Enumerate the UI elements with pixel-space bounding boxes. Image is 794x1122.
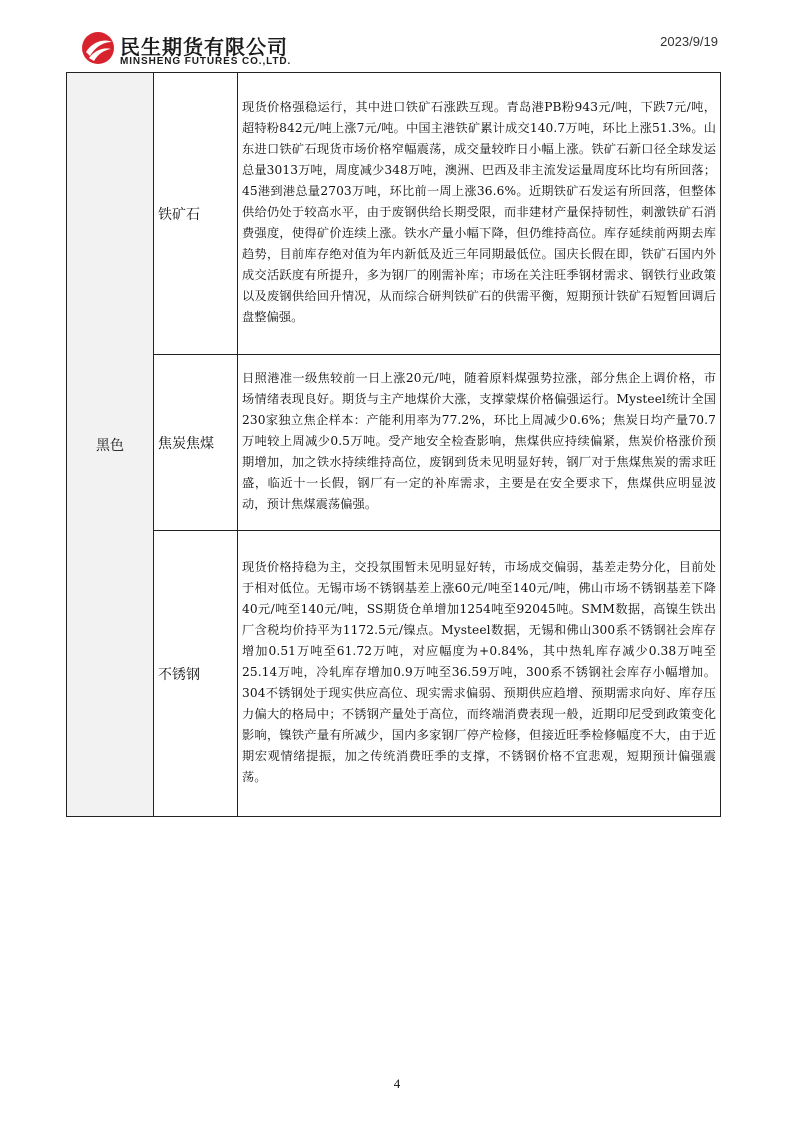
page-number: 4 — [393, 1076, 401, 1091]
logo-english-text: MINSHENG FUTURES CO.,LTD. — [120, 56, 292, 67]
commodity-commentary-coke-coal: 日照港准一级焦较前一日上涨20元/吨，随着原料煤强势拉涨，部分焦企上调价格，市场情绪表现良好。期货与主产地煤价大涨，支撑蒙煤价格偏强运行。Mysteel统计全国230家独立焦企样本：产能利用率为77.2%，环比上周减少0.6%；焦炭日均产量70.7万吨较上周减少0.5万吨。受产地安全检查影响，焦煤供应持续偏紧，焦炭价格涨价预期增加，加之铁水持续维持高位，废钢到货未见明显好转，钢厂对于焦煤焦炭的需求旺盛，临近十一长假，钢厂有一定的补库需求，主要是在安全要求下，焦煤供应明显波动，预计焦煤震荡偏强。 — [238, 355, 721, 531]
page-header — [0, 0, 794, 70]
commodity-table — [66, 72, 721, 817]
table-row — [67, 531, 721, 817]
minsheng-logo-icon — [80, 30, 116, 66]
commodity-name-coke-coal: 焦炭焦煤 — [154, 355, 238, 531]
table-row — [67, 73, 721, 355]
commodity-name-iron-ore: 铁矿石 — [154, 73, 238, 355]
company-logo — [80, 28, 320, 72]
commodity-commentary-iron-ore: 现货价格强稳运行，其中进口铁矿石涨跌互现。青岛港PB粉943元/吨，下跌7元/吨，超特粉842元/吨上涨7元/吨。中国主港铁矿累计成交140.7万吨，环比上涨51.3%。山东进口铁矿石现货市场价格窄幅震荡，成交量较昨日小幅上涨。铁矿石新口径全球发运总量3013万吨，周度减少348万吨，澳洲、巴西及非主流发运量周度环比均有所回落；45港到港总量2703万吨，环比前一周上涨36.6%。近期铁矿石发运有所回落，但整体供给仍处于较高水平，由于废钢供给长期受限，而非建材产量保持韧性，刺激铁矿石消费强度，使得矿价连续上涨。铁水产量小幅下降，但仍维持高位。库存延续前两期去库趋势，目前库存绝对值为年内新低及近三年同期最低位。国庆长假在即，铁矿石国内外成交活跃度有所提升，多为钢厂的刚需补库；市场在关注旺季钢材需求、钢铁行业政策以及废钢供给回升情况，从而综合研判铁矿石的供需平衡，短期预计铁矿石短暂回调后盘整偏强。 — [238, 73, 721, 355]
commodity-commentary-stainless-steel: 现货价格持稳为主，交投氛围暂未见明显好转，市场成交偏弱，基差走势分化，目前处于相对低位。无锡市场不锈钢基差上涨60元/吨至140元/吨，佛山市场不锈钢基差下降40元/吨至140元/吨，SS期货仓单增加1254吨至92045吨。SMM数据，高镍生铁出厂含税均价持平为1172.5元/镍点。Mysteel数据，无锡和佛山300系不锈钢社会库存增加0.51万吨至61.72万吨，对应幅度为+0.84%，其中热轧库存减少0.38万吨至25.14万吨，冷轧库存增加0.9万吨至36.59万吨，300系不锈钢社会库存小幅增加。304不锈钢处于现实供应高位、现实需求偏弱、预期供应趋增、预期需求向好、库存压力偏大的格局中；不锈钢产量处于高位，而终端消费表现一般，近期印尼受到政策变化影响，镍铁产量有所减少，国内多家钢厂停产检修，但接近旺季检修幅度不大，由于近期宏观情绪提振，加之传统消费旺季的支撑，不锈钢价格不宜悲观，短期预计偏强震荡。 — [238, 531, 721, 817]
report-date: 2023/9/19 — [660, 34, 718, 49]
table-row — [67, 355, 721, 531]
logo-chinese-text: 民生期货有限公司 — [120, 35, 288, 59]
sector-label: 黑色 — [67, 73, 154, 817]
commodity-name-stainless-steel: 不锈钢 — [154, 531, 238, 817]
